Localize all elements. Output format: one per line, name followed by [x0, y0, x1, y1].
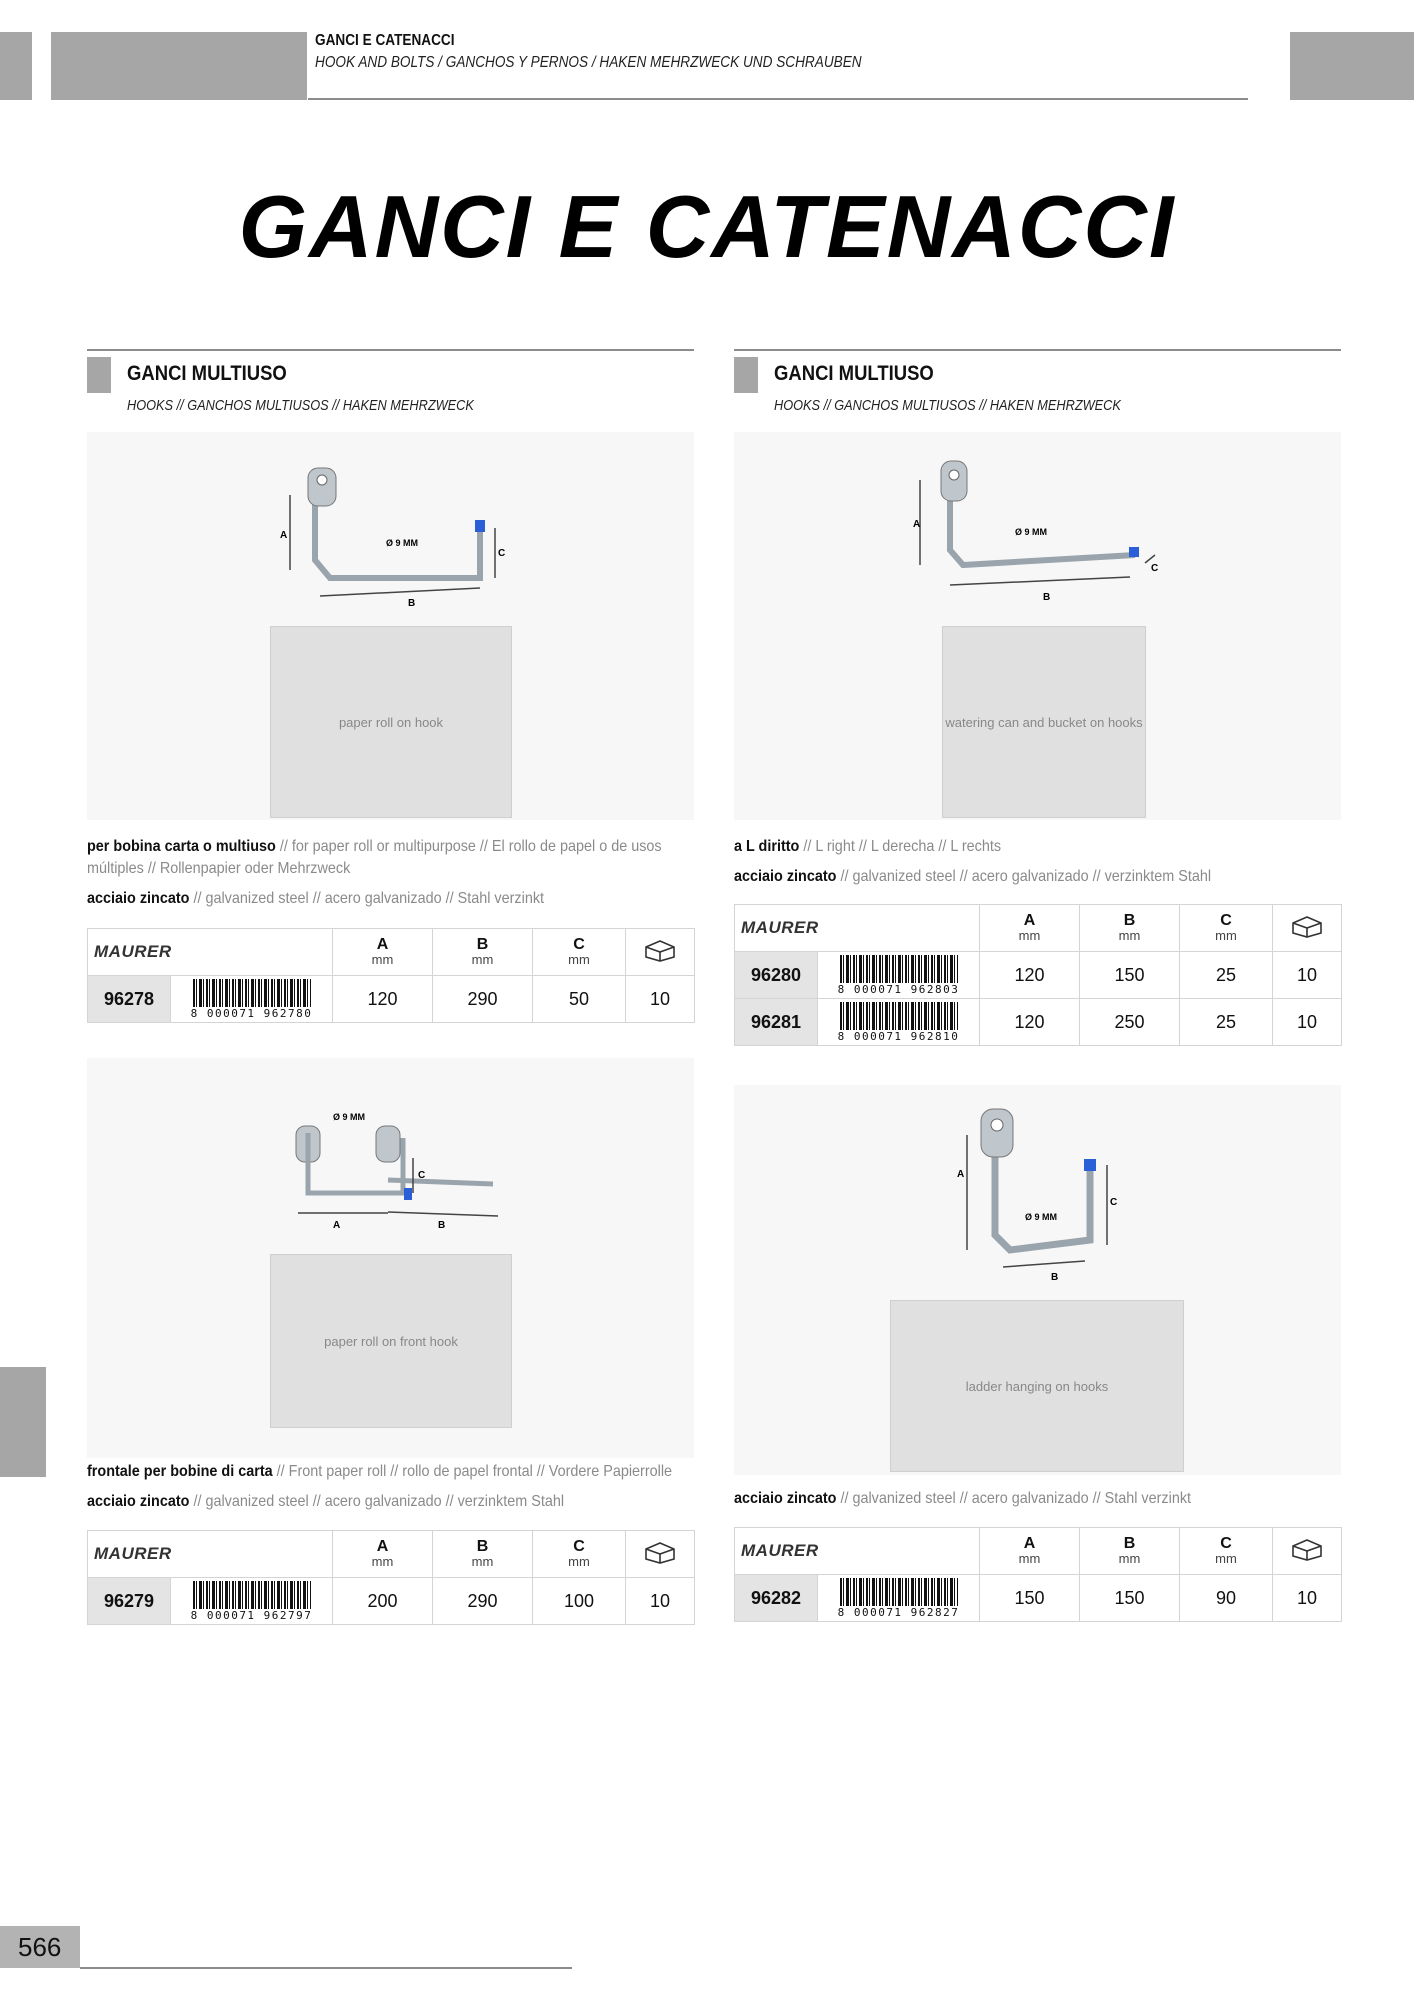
material-description: [734, 1488, 1337, 1510]
column-header-a: A mm: [333, 929, 433, 976]
pack-quantity: 10: [1273, 999, 1342, 1046]
barcode: [171, 1578, 333, 1625]
dim-label-diameter: Ø 9 MM: [386, 538, 419, 548]
ean-number: 8 000071 962827: [837, 1605, 960, 1619]
dim-label-diameter: Ø 9 MM: [333, 1112, 366, 1122]
spec-table: [734, 1527, 1342, 1622]
value-b: 150: [1080, 1575, 1180, 1622]
material-translations: // galvanized steel // acero galvanizado // Stahl verzinkt: [836, 1490, 1192, 1507]
product-photo: watering can and bucket on hooks: [942, 626, 1146, 818]
ean-number: 8 000071 962780: [190, 1006, 313, 1020]
header-subtitle: HOOK AND BOLTS / GANCHOS Y PERNOS / HAKEN MEHRZWECK UND SCHRAUBEN: [315, 54, 862, 71]
dim-label-a: A: [280, 530, 288, 541]
value-b: 290: [433, 1578, 533, 1625]
pack-quantity: 10: [1273, 1575, 1342, 1622]
section-subtitle: HOOKS // GANCHOS MULTIUSOS // HAKEN MEHRZWECK: [774, 397, 1121, 414]
dim-label-b: B: [408, 598, 416, 609]
product-description: [734, 836, 1337, 858]
product-code: 96282: [735, 1575, 818, 1622]
product-code: 96279: [88, 1578, 171, 1625]
section-marker: [734, 357, 758, 393]
material-bold: acciaio zincato: [87, 1493, 190, 1510]
value-a: 150: [980, 1575, 1080, 1622]
value-b: 150: [1080, 952, 1180, 999]
pack-quantity: 10: [626, 976, 695, 1023]
value-a: 120: [333, 976, 433, 1023]
dim-label-a: A: [333, 1220, 341, 1231]
dim-label-a: A: [913, 519, 921, 530]
material-bold: acciaio zincato: [734, 868, 837, 885]
header-gray-block: [51, 32, 307, 100]
dim-label-b: B: [1051, 1272, 1059, 1283]
footer-rule: [80, 1967, 572, 1969]
product-code: 96281: [735, 999, 818, 1046]
material-description: [734, 866, 1337, 888]
box-icon: [1273, 1528, 1342, 1575]
dim-label-diameter: Ø 9 MM: [1025, 1212, 1058, 1222]
dim-label-b: B: [438, 1220, 446, 1231]
ean-number: 8 000071 962803: [837, 982, 960, 996]
section-rule: [734, 349, 1341, 351]
description-bold: frontale per bobine di carta: [87, 1463, 273, 1480]
dim-label-c: C: [1110, 1197, 1118, 1208]
material-translations: // galvanized steel // acero galvanizado // verzinktem Stahl: [189, 1493, 565, 1510]
hook-dimension-drawing: [270, 460, 520, 610]
description-bold: per bobina carta o multiuso: [87, 838, 276, 855]
material-bold: acciaio zincato: [87, 890, 190, 907]
section-subtitle: HOOKS // GANCHOS MULTIUSOS // HAKEN MEHRZWECK: [127, 397, 474, 414]
value-c: 90: [1180, 1575, 1273, 1622]
column-header-c: C mm: [1180, 1528, 1273, 1575]
spec-table: [87, 928, 695, 1023]
product-description: [87, 1461, 690, 1483]
value-c: 50: [533, 976, 626, 1023]
value-a: 120: [980, 952, 1080, 999]
spec-table: [734, 904, 1342, 1046]
column-header-a: A mm: [333, 1531, 433, 1578]
box-icon: [626, 1531, 695, 1578]
table-row: [88, 976, 695, 1023]
column-header-a: A mm: [980, 1528, 1080, 1575]
product-photo: ladder hanging on hooks: [890, 1300, 1184, 1472]
column-header-c: C mm: [533, 929, 626, 976]
brand-logo: MAURER: [88, 929, 333, 976]
value-b: 290: [433, 976, 533, 1023]
section-title: GANCI MULTIUSO: [127, 362, 287, 385]
value-c: 25: [1180, 999, 1273, 1046]
barcode: [818, 999, 980, 1046]
description-translations: // for paper roll or multipurpose // El rollo de papel o de usos múltiples // Rollenpapier oder Mehrzweck: [87, 838, 662, 877]
product-description: [87, 836, 690, 880]
value-a: 120: [980, 999, 1080, 1046]
header-title: GANCI E CATENACCI: [315, 32, 455, 49]
page-number: 566: [18, 1932, 62, 1962]
column-header-c: C mm: [533, 1531, 626, 1578]
table-row: [735, 999, 1342, 1046]
pack-quantity: 10: [626, 1578, 695, 1625]
ean-number: 8 000071 962797: [190, 1608, 313, 1622]
dim-label-c: C: [1151, 563, 1159, 574]
barcode: [818, 1575, 980, 1622]
barcode: [818, 952, 980, 999]
ean-number: 8 000071 962810: [837, 1029, 960, 1043]
box-icon: [1273, 905, 1342, 952]
page-title: GANCI E CATENACCI: [238, 177, 1176, 276]
column-header-a: A mm: [980, 905, 1080, 952]
material-description: [87, 1491, 690, 1513]
material-translations: // galvanized steel // acero galvanizado // Stahl verzinkt: [189, 890, 545, 907]
brand-logo: MAURER: [735, 1528, 980, 1575]
description-bold: a L diritto: [734, 838, 800, 855]
dim-label-diameter: Ø 9 MM: [1015, 527, 1048, 537]
column-header-c: C mm: [1180, 905, 1273, 952]
barcode: [171, 976, 333, 1023]
value-a: 200: [333, 1578, 433, 1625]
hook-dimension-drawing: [278, 1108, 518, 1238]
section-marker: [87, 357, 111, 393]
product-photo: paper roll on hook: [270, 626, 512, 818]
column-header-b: B mm: [433, 929, 533, 976]
material-translations: // galvanized steel // acero galvanizado // verzinktem Stahl: [836, 868, 1212, 885]
brand-logo: MAURER: [735, 905, 980, 952]
column-header-b: B mm: [433, 1531, 533, 1578]
material-description: [87, 888, 690, 910]
value-b: 250: [1080, 999, 1180, 1046]
section-title: GANCI MULTIUSO: [774, 362, 934, 385]
product-code: 96280: [735, 952, 818, 999]
side-tab: [0, 1367, 46, 1477]
hook-dimension-drawing: [955, 1105, 1125, 1285]
description-translations: // Front paper roll // rollo de papel frontal // Vordere Papierrolle: [272, 1463, 673, 1480]
dim-label-a: A: [957, 1169, 965, 1180]
product-photo: paper roll on front hook: [270, 1254, 512, 1428]
dim-label-c: C: [418, 1170, 426, 1181]
table-row: [88, 1578, 695, 1625]
hook-dimension-drawing: [905, 455, 1165, 610]
header-rule: [308, 98, 1248, 100]
dim-label-b: B: [1043, 592, 1051, 603]
table-row: [735, 1575, 1342, 1622]
header-right-tab: [1290, 32, 1414, 100]
table-row: [735, 952, 1342, 999]
box-icon: [626, 929, 695, 976]
column-header-b: B mm: [1080, 905, 1180, 952]
brand-logo: MAURER: [88, 1531, 333, 1578]
dim-label-c: C: [498, 548, 506, 559]
pack-quantity: 10: [1273, 952, 1342, 999]
product-code: 96278: [88, 976, 171, 1023]
spec-table: [87, 1530, 695, 1625]
column-header-b: B mm: [1080, 1528, 1180, 1575]
section-rule: [87, 349, 694, 351]
header-left-tab: [0, 32, 32, 100]
material-bold: acciaio zincato: [734, 1490, 837, 1507]
value-c: 100: [533, 1578, 626, 1625]
description-translations: // L right // L derecha // L rechts: [799, 838, 1002, 855]
value-c: 25: [1180, 952, 1273, 999]
